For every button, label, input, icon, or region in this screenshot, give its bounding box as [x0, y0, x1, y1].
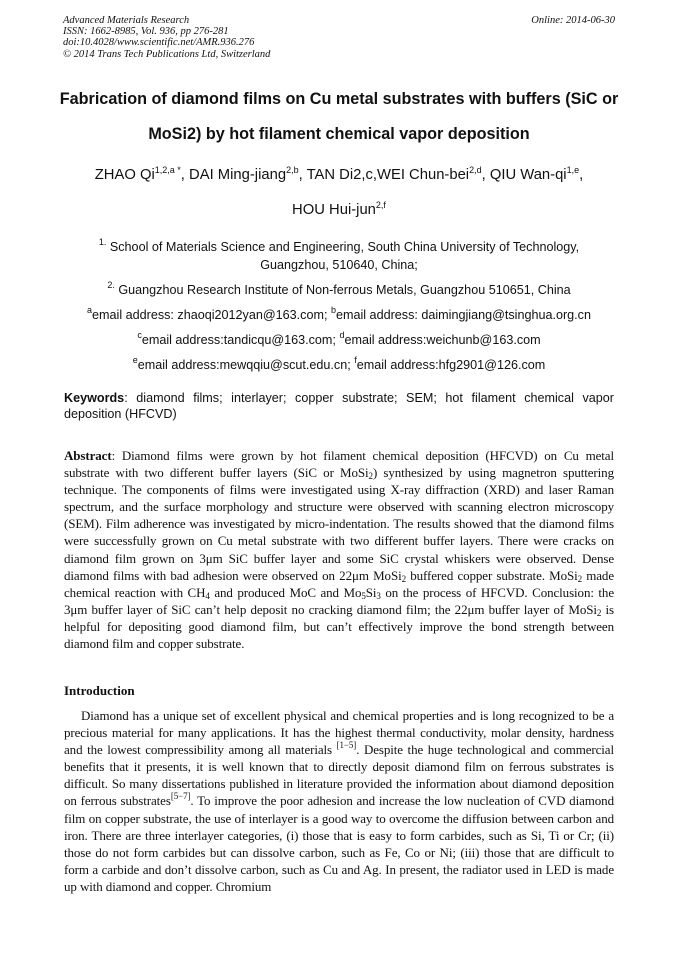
- author-separator: ,: [579, 167, 584, 183]
- abstract-text: on the process of HFCVD. Conclusion: the 3μm buffer layer of SiC can’t help deposit no cracking diamond film; the 22μm buffer layer of MoSi: [64, 584, 614, 617]
- introduction-paragraph: [64, 707, 614, 895]
- abstract-text: ) synthesized by using magnetron sputtering technique. The components of films were investigated using X-ray diffraction (XRD) and laser Raman spectrum, and the surface morphology and structure were observed with scanning electron microscopy (SEM). Film adherence was investigated by micro-indentation. The results showed that the diamond films were successfully grown on Cu metal substrate with two different buffer layers. There were cracks on diamond film grown on 3μm SiC buffer layer and some SiC crystal whiskers were observed. Dense diamond films with bad adhesion were observed on 22μm MoSi: [64, 465, 614, 583]
- affiliation-1: [64, 238, 614, 274]
- author-affiliation-mark: 1,2,a *: [154, 165, 181, 175]
- citation-ref: [5−7]: [170, 791, 191, 802]
- author-name: QIU Wan-qi: [489, 167, 567, 183]
- affiliation-mark: 1.: [98, 237, 107, 247]
- email-mark: c: [137, 330, 142, 340]
- email-address: email address: daimingjiang@tsinghua.org.cn: [335, 308, 591, 322]
- abstract-section: [64, 447, 614, 652]
- email-address: email address: zhaoqi2012yan@163.com;: [92, 308, 331, 322]
- email-address: email address:tandicqu@163.com;: [141, 333, 340, 347]
- journal-header: [63, 15, 270, 60]
- subscript: 3: [376, 590, 381, 601]
- copyright-line: © 2014 Trans Tech Publications Ltd, Switzerland: [63, 48, 271, 60]
- affiliation-text: Guangzhou Research Institute of Non-ferrous Metals, Guangzhou 510651, China: [118, 283, 571, 297]
- citation-ref: [1−5]: [336, 740, 357, 751]
- author-affiliation-mark: 2,f: [375, 200, 386, 210]
- email-mark: b: [330, 305, 336, 315]
- abstract-text: buffered copper substrate. MoSi: [406, 567, 578, 583]
- body-text: . To improve the poor adhesion and increase the low nucleation of CVD diamond film on copper substrate, the use of interlayer is a good way to overcome the diffusion between carbon and iron. There are three interlayer categories, (i) those that is easy to form carbides, such as Si, Ti or Cr; (ii) those do not form carbides but can dissolve carbon, such as Fe, Co or Ni; (iii) those that are difficult to form a carbide and don’t dissolve carbon, such as Cu and Ag. In present, the radiator used in LED is made up with diamond and copper. Chromium: [64, 793, 614, 894]
- subscript: 4: [205, 590, 210, 601]
- author-affiliation-mark: 2,d: [469, 165, 482, 175]
- author-name: HOU Hui-jun: [292, 202, 376, 218]
- body-text: Diamond has a unique set of excellent physical and chemical properties and is long recognized to be a precious material for many applications. It has the highest thermal conductivity, molar density, hardness and the lowest compressibility among all materials: [64, 708, 614, 758]
- online-date: Online: 2014-06-30: [531, 15, 615, 26]
- subscript: 2: [596, 607, 602, 618]
- email-mark: d: [339, 330, 345, 340]
- abstract-text: Si: [365, 584, 377, 600]
- abstract-text: made chemical reaction with CH: [64, 567, 615, 600]
- author-name: ZHAO Qi: [94, 167, 155, 183]
- author-separator: ,: [180, 167, 190, 183]
- email-line-3: [64, 356, 614, 374]
- paper-title-line-1: Fabrication of diamond films on Cu metal substrates with buffers (SiC or: [59, 90, 619, 108]
- keywords-text: : diamond films; interlayer; copper substrate; SEM; hot filament chemical vapor deposition (HFCVD): [64, 391, 614, 421]
- subscript: 2: [368, 471, 373, 482]
- author-separator: ,: [481, 167, 490, 183]
- subscript: 2: [577, 573, 583, 584]
- author-separator: ,: [298, 167, 307, 183]
- email-address: email address:weichunb@163.com: [344, 333, 541, 347]
- doi-line: doi:10.4028/www.scientific.net/AMR.936.276: [63, 37, 255, 49]
- author-name: TAN Di2,c,WEI Chun-bei: [306, 167, 470, 183]
- email-address: email address:mewqqiu@scut.edu.cn;: [137, 358, 355, 372]
- affiliation-text: School of Materials Science and Engineering, South China University of Technology, Guangzhou, 510640, China;: [109, 240, 580, 272]
- abstract-text: : Diamond films were grown by hot filament chemical deposition (HFCVD) on Cu metal substrate with two different buffer layers (SiC or MoSi: [64, 448, 614, 481]
- introduction-heading: Introduction: [64, 683, 135, 698]
- journal-name: Advanced Materials Research: [63, 15, 190, 26]
- author-list: [30, 167, 648, 183]
- subscript: 2: [401, 573, 406, 584]
- abstract-text: is helpful for depositing good diamond film, but can’t effectively improve the bond strength between diamond film and copper substrate.: [64, 601, 614, 652]
- abstract-text: and produced MoC and Mo: [209, 584, 362, 600]
- author-name: DAI Ming-jiang: [189, 167, 287, 183]
- email-mark: f: [354, 355, 357, 365]
- keywords-label: Keywords: [64, 391, 125, 405]
- email-mark: a: [87, 305, 93, 315]
- subscript: 5: [361, 590, 366, 601]
- abstract-label: Abstract: [64, 448, 112, 463]
- affiliation-2: [64, 281, 614, 299]
- affiliation-mark: 2.: [107, 280, 115, 290]
- issn-line: ISSN: 1662-8985, Vol. 936, pp 276-281: [63, 26, 229, 38]
- author-list-line-2: [30, 202, 648, 218]
- keywords-section: [64, 390, 614, 422]
- paper-title-line-2: MoSi2) by hot filament chemical vapor deposition: [148, 125, 530, 143]
- author-affiliation-mark: 1,e: [566, 165, 580, 175]
- email-mark: e: [132, 355, 138, 365]
- body-text: . Despite the huge technological and commercial benefits that it presents, it is well known that to directly deposit diamond film on ferrous substrates is difficult. So many dissertations published in literature provided the information about diamond deposition on ferrous substrates: [64, 742, 614, 809]
- email-line-1: [64, 306, 614, 324]
- email-line-2: [64, 331, 614, 349]
- author-affiliation-mark: 2,b: [286, 165, 299, 175]
- email-address: email address:hfg2901@126.com: [356, 358, 546, 372]
